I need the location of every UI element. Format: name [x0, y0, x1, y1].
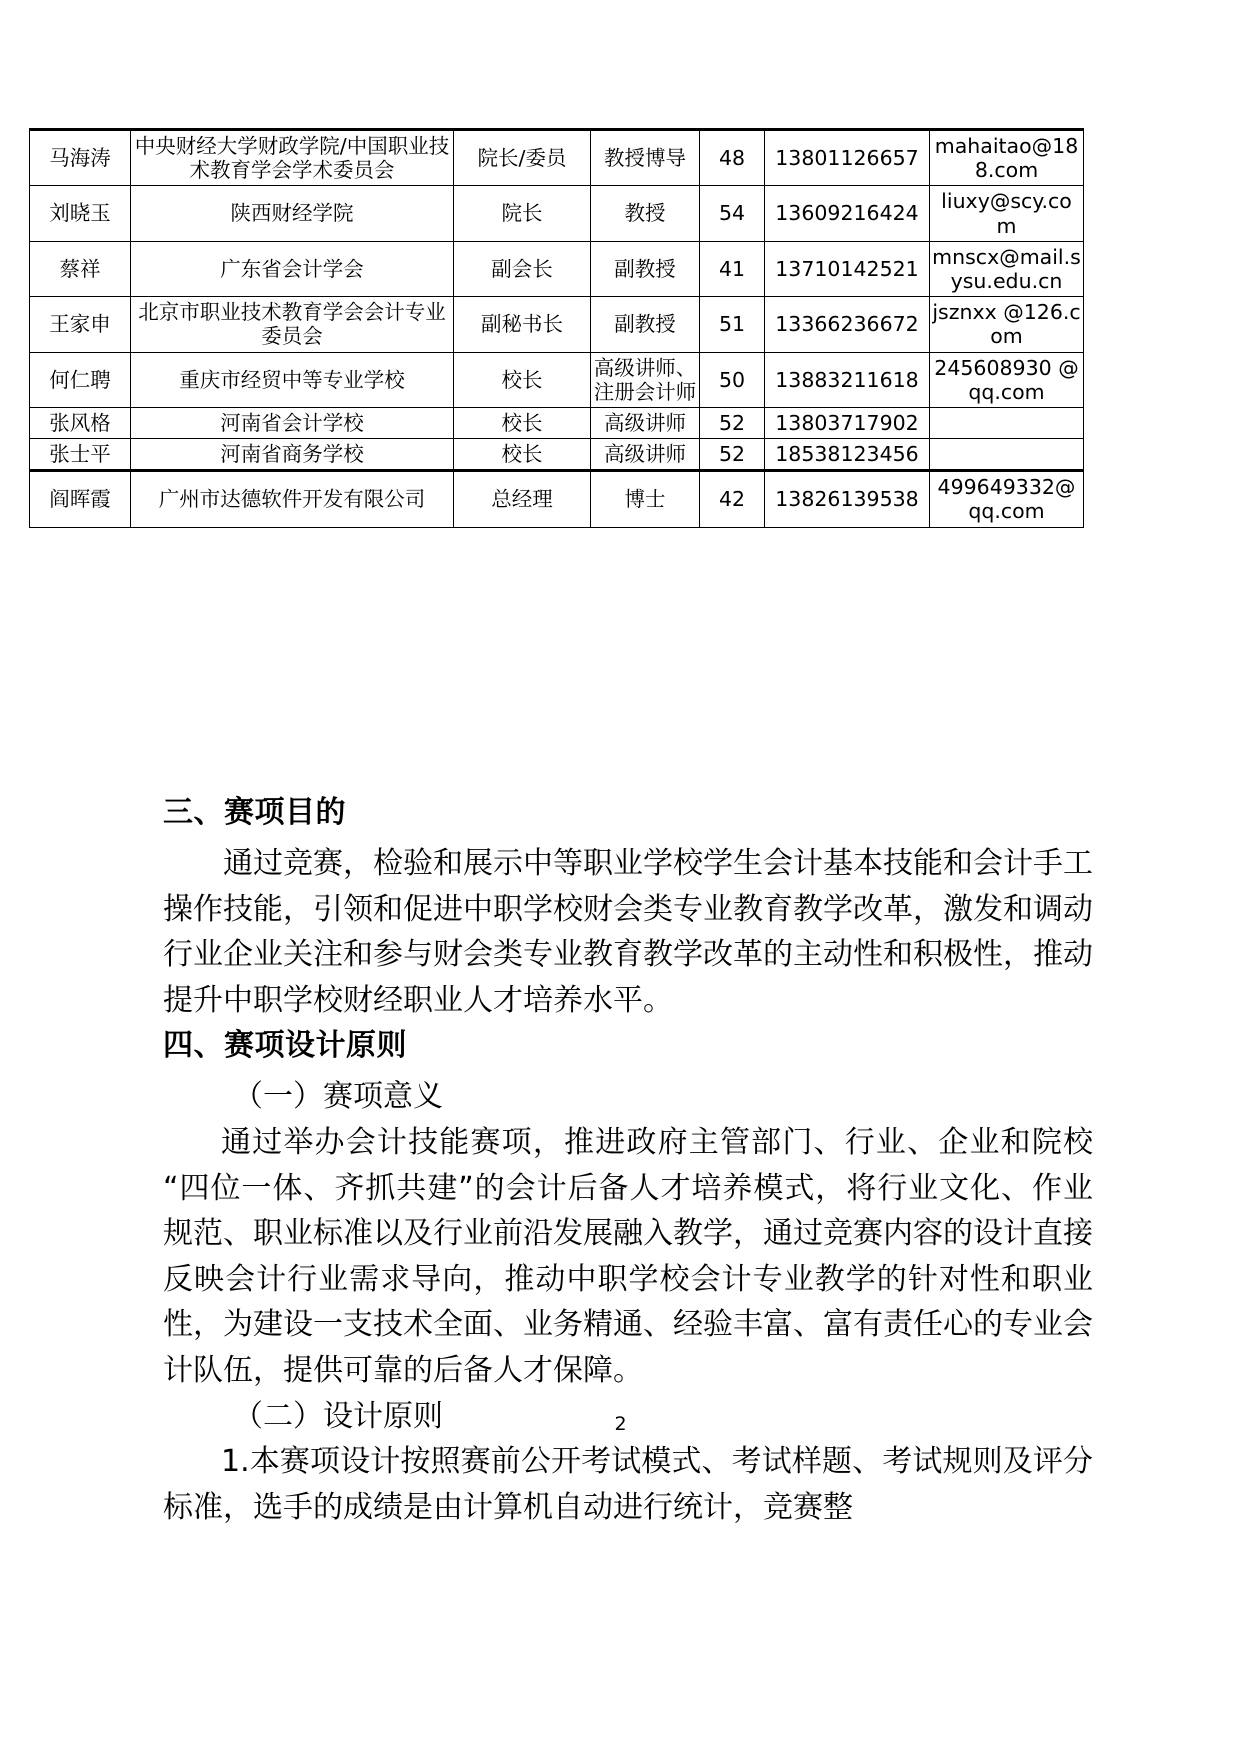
cell-age: 51	[700, 297, 765, 352]
cell-rank: 教授博导	[591, 130, 700, 186]
cell-phone: 13801126657	[765, 130, 930, 186]
cell-organization: 广东省会计学会	[131, 241, 454, 296]
cell-position: 校长	[454, 352, 591, 407]
cell-position: 总经理	[454, 471, 591, 527]
cell-organization: 重庆市经贸中等专业学校	[131, 352, 454, 407]
cell-organization: 陕西财经学院	[131, 186, 454, 241]
cell-name: 马海涛	[30, 130, 131, 186]
cell-email: 245608930 @qq.com	[930, 352, 1084, 407]
cell-position: 院长	[454, 186, 591, 241]
cell-email: liuxy@scy.com	[930, 186, 1084, 241]
cell-rank: 教授	[591, 186, 700, 241]
cell-email: jsznxx @126.com	[930, 297, 1084, 352]
cell-phone: 13803717902	[765, 407, 930, 438]
section-heading-3: 三、赛项目的	[163, 795, 346, 830]
cell-phone: 13883211618	[765, 352, 930, 407]
cell-age: 54	[700, 186, 765, 241]
table-row	[30, 407, 1084, 438]
cell-position: 校长	[454, 439, 591, 471]
cell-email: mnscx@mail.sysu.edu.cn	[930, 241, 1084, 296]
cell-age: 50	[700, 352, 765, 407]
experts-table-body	[30, 130, 1084, 528]
table-row	[30, 352, 1084, 407]
cell-name: 王家申	[30, 297, 131, 352]
cell-organization: 北京市职业技术教育学会会计专业委员会	[131, 297, 454, 352]
cell-email	[930, 407, 1084, 438]
subsection-2-paragraph: 1.本赛项设计按照赛前公开考试模式、考试样题、考试规则及评分标准，选手的成绩是由计算机自动进行统计，竞赛整	[163, 1444, 1093, 1525]
table-row	[30, 471, 1084, 527]
cell-phone: 13366236672	[765, 297, 930, 352]
section-heading-4: 四、赛项设计原则	[163, 1028, 407, 1064]
cell-name: 张士平	[30, 439, 131, 471]
section-3-paragraph: 通过竞赛，检验和展示中等职业学校学生会计基本技能和会计手工操作技能，引领和促进中职学校财会类专业教育教学改革，激发和调动行业企业关注和参与财会类专业教育教学改革的主动性和积极性，推动提升中职学校财经职业人才培养水平。	[163, 846, 1093, 1018]
table-row	[30, 439, 1084, 471]
cell-rank: 副教授	[591, 241, 700, 296]
cell-organization: 广州市达德软件开发有限公司	[131, 471, 454, 527]
cell-phone: 13826139538	[765, 471, 930, 527]
cell-age: 52	[700, 439, 765, 471]
cell-name: 张风格	[30, 407, 131, 438]
cell-name: 刘晓玉	[30, 186, 131, 241]
table-row	[30, 241, 1084, 296]
cell-organization: 河南省会计学校	[131, 407, 454, 438]
subsection-1-paragraph: 通过举办会计技能赛项，推进政府主管部门、行业、企业和院校“四位一体、齐抓共建”的会计后备人才培养模式，将行业文化、作业规范、职业标准以及行业前沿发展融入教学，通过竞赛内容的设计直接反映会计行业需求导向，推动中职学校会计专业教学的针对性和职业性，为建设一支技术全面、业务精通、经验丰富、富有责任心的专业会计队伍，提供可靠的后备人才保障。	[163, 1124, 1093, 1388]
cell-phone: 13710142521	[765, 241, 930, 296]
cell-phone: 18538123456	[765, 439, 930, 471]
cell-position: 校长	[454, 407, 591, 438]
page-number: 2	[614, 1413, 627, 1435]
cell-email: 499649332@ qq.com	[930, 471, 1084, 527]
cell-name: 蔡祥	[30, 241, 131, 296]
cell-position: 副会长	[454, 241, 591, 296]
cell-position: 副秘书长	[454, 297, 591, 352]
cell-phone: 13609216424	[765, 186, 930, 241]
subsection-title-2: （二）设计原则	[233, 1398, 443, 1434]
table-row	[30, 186, 1084, 241]
subsection-title-1: （一）赛项意义	[233, 1079, 443, 1115]
cell-email	[930, 439, 1084, 471]
cell-age: 48	[700, 130, 765, 186]
cell-rank: 高级讲师	[591, 407, 700, 438]
cell-age: 42	[700, 471, 765, 527]
cell-organization: 中央财经大学财政学院/中国职业技术教育学会学术委员会	[131, 130, 454, 186]
table-row	[30, 297, 1084, 352]
experts-table-container	[29, 128, 1081, 528]
cell-age: 41	[700, 241, 765, 296]
cell-rank: 高级讲师、注册会计师	[591, 352, 700, 407]
cell-age: 52	[700, 407, 765, 438]
cell-position: 院长/委员	[454, 130, 591, 186]
experts-table	[29, 128, 1084, 528]
cell-rank: 高级讲师	[591, 439, 700, 471]
cell-rank: 副教授	[591, 297, 700, 352]
cell-name: 阎晖霞	[30, 471, 131, 527]
table-row	[30, 130, 1084, 186]
cell-email: mahaitao@188.com	[930, 130, 1084, 186]
cell-name: 何仁聘	[30, 352, 131, 407]
cell-rank: 博士	[591, 471, 700, 527]
cell-organization: 河南省商务学校	[131, 439, 454, 471]
